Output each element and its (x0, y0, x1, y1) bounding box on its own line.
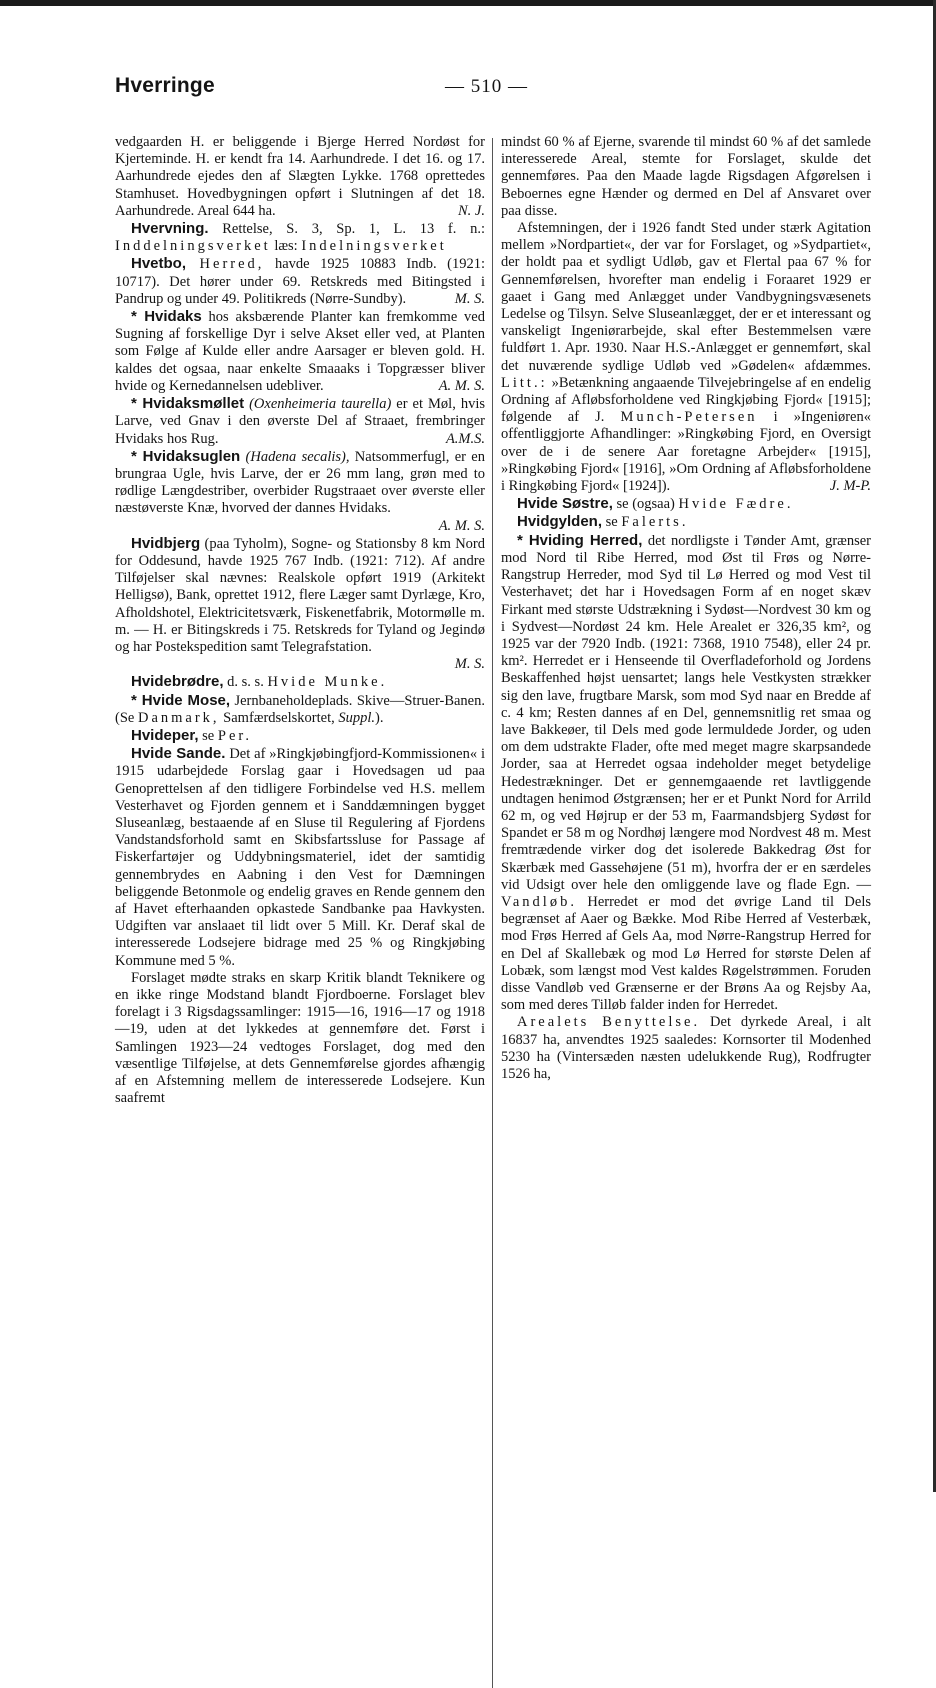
entry-hvidbjerg (115, 535, 485, 674)
headword: Hvidbjerg (131, 534, 201, 552)
entry-text: Natsommerfugl, er en brungraa Ugle, hvis Larve, der er 26 mm lang, grøn med to rødlige Længdestriber, overbider Rugstraaet over øverste eller næstøverste Knæ, hvorved der dannes Hvidaks. (115, 448, 485, 517)
entry-text: (paa Tyholm), Sogne- og Stationsby 8 km Nord for Oddesund, havde 1925 767 Indb. (1921: 712). Af andre Tilføjelser skal nævnes: Realskole opført 1919 (Arkitekt Helligsø), Bank, oprettet 1912, flere Læger samt Dyrlæge, Kro, Afholdshotel, Elektricitetsværk, Fiskenetfabrik, Motormølle m. m. — H. er Bitingskreds i 75. Retskreds for Tyland og Jegindø og har Postekspedition samt Telegrafstation. (115, 535, 485, 655)
entry-text: se (ogsaa) (612, 496, 679, 513)
entry-text: vedgaarden H. er beliggende i Bjerge Herred Nordøst for Kjerteminde. H. er kendt fra 14. Aarhundrede. I det 16. og 17. Aarhundrede ejedes den af Slægten Lykke. 1768 oprettedes Stamhuset. Hovedbygningen opført i Slutningen af det 18. Aarhundrede. Areal 644 ha. (115, 134, 485, 219)
entry-text: se (198, 727, 218, 744)
spaced-term: Munch-Petersen (620, 409, 758, 426)
entry-hvidaks (115, 308, 485, 395)
author-signature: M. S. (454, 290, 485, 307)
author-signature: A. M. S. (438, 517, 485, 534)
column-divider (492, 138, 493, 1688)
headword: Hvidebrødre, (131, 673, 224, 691)
spaced-term: Herred, (186, 256, 265, 273)
entry-text: se (602, 514, 622, 531)
author-signature: J. M-P. (829, 478, 871, 495)
headword: Hvidgylden, (517, 513, 603, 531)
entry-text: læs: (270, 238, 302, 255)
entry-hvidaksuglen (115, 448, 485, 535)
entry-hvide-sostre (501, 495, 871, 513)
headword: Hvide Sande. (131, 745, 226, 763)
headword: * Hvidaksuglen (131, 447, 241, 465)
entry-hvidebrodre (115, 673, 485, 691)
spaced-term: Arealets Benyttelse. (517, 1014, 701, 1031)
entry-text: Det af »Ringkjøbingfjord-Kommissionen« i 1915 udarbejdede Forslag gaar i Hovedsagen ud paa Genoprettelsen af den tidligere Forbindelse ved H.S. mellem Vesterhavet og Fjorden gennem et i Sanddæmningen bygget Sluseanlæg, bestaaende af en Sluse til Regulering af Fjordens Vandstandsforhold samt en Skibsfartssluse for Passage af Fiskerfartøjer og Uddybningsmateriel, idet der samtidig gennembrydes en Aabning i den Vest for Dæmningen beliggende Betonmole og endelig graves en Rende gennem den af Havet efterhaanden opkastede Sandbanke paa Havkysten. Udgiften var anslaaet til lidt over 5 Mill. Kr. Deraf skal de interesserede Lodsejere bidrage med 25 % og Ringkjøbing Kommune med 5 %. (115, 746, 485, 969)
entry-text: Herredet er mod det øvrige Land til Dels begrænset af Aaer og Bække. Mod Ribe Herred af Vesterbæk, mod Frøs Herred af Gels Aa, mod Nørre-Rangstrup Herred for en Del af Skallebæk og mod Lø Herred for største Delen af Lobæk, som længst mod Vest kaldes Røgelstrømmen. Foruden disse Vandløb ved Grænserne er der Brøns Aa og Rejsby Aa, som med deres Tilløb falder inden for Herredet. (501, 893, 871, 1014)
entry-text: »Betænkning angaaende Tilvejebringelse af en endelig Ordning af Afløbsforholdene ved Ringkjøbing Fjord« [1915]; følgende af J. (501, 374, 871, 426)
headword: Hvetbo, (131, 255, 187, 273)
author-signature: N. J. (458, 202, 485, 219)
entry-text: Rettelse, S. 3, Sp. 1, L. 13 f. n.: (208, 221, 485, 238)
headword: * Hvide Mose, (131, 691, 231, 709)
entry-hvideper (115, 727, 485, 745)
headword: * Hvidaksmøllet (131, 395, 245, 413)
spaced-term: Hvide Fædre. (678, 496, 794, 513)
spaced-term: Inddelningsverket (115, 238, 271, 255)
entry-text: ). (375, 709, 384, 726)
left-column (115, 134, 485, 1107)
headword: Hvide Søstre, (517, 495, 613, 513)
entry-hvetbo (115, 255, 485, 308)
entry-hvide-sande-cont (501, 134, 871, 220)
author-signature: M. S. (454, 656, 485, 673)
entry-text: mindst 60 % af Ejerne, svarende til mindst 60 % af det samlede interesserede Areal, stemte for Forslaget, skulde det gennemføres. Paa den Maade lagde Rigsdagen Afgørelsen i Beboernes egne Hænder og dermed en Del af Ansvaret over paa disse. (501, 134, 871, 219)
author-signature: A.M.S. (445, 430, 485, 447)
entry-text: d. s. s. (223, 674, 268, 691)
latin-name: (Oxenheimeria taurella) (244, 396, 392, 413)
spaced-term: Litt.: (501, 374, 548, 391)
entry-hvidgylden (501, 513, 871, 531)
headword: * Hvidaks (131, 308, 202, 326)
entry-hvide-sande (115, 745, 485, 970)
entry-text: Forslaget mødte straks en skarp Kritik blandt Teknikere og en ikke ringe Modstand blandt Fjordboerne. Forslaget blev forelagt i 3 Rigsdagssamlinger: 1915—16, 1916—17 og 1918—19, uden at det lykkedes at gennemføre det. Først i Samlingen 1923—24 vedtoges Forslaget, dog med den væsentlige Tilføjelse, at dets Gennemførelse gjordes afhængig af en Afstemning mellem de interesserede Lodsejere. Kun saafremt (115, 969, 485, 1107)
entry-hvervning (115, 220, 485, 255)
running-head: Hverringe (115, 74, 215, 97)
entry-text: i »Ingeniøren« offentliggjorte Afhandlinger: »Ringkøbing Fjord, en Oversigt over de i de senere Aar foretagne Arbejder« [1915], »Ringkøbing Fjord« [1916], »Om Ordning af Afløbsforholdene i Ringkøbing Fjord« [1924]). (501, 409, 871, 495)
spaced-term: Danmark, (137, 709, 220, 726)
latin-name: (Hadena secalis), (240, 448, 350, 465)
entry-hvide-sande-p3 (501, 220, 871, 495)
entry-text: er et Møl, hvis Larve, ved Gnav i den øverste Del af Straaet, frembringer Hvidaks hos Rug. (115, 396, 485, 447)
headword: Hvideper, (131, 726, 199, 744)
spaced-term: Falerts. (621, 514, 689, 531)
right-column (501, 134, 871, 1083)
page-number: — 510 — (445, 76, 528, 97)
entry-hverringe-cont (115, 134, 485, 220)
italic-term: Suppl. (338, 709, 376, 726)
entry-text: Samfærdselskortet, (219, 709, 339, 726)
entry-text: Jernbaneholdeplads. Skive—Struer-Banen. (Se (115, 692, 485, 726)
entry-text: havde 1925 10883 Indb. (1921: 10717). Det hører under 69. Retskreds med Bitingsted i Pandrup og under 49. Politikreds (Nørre-Sundby). (115, 256, 485, 307)
entry-hvide-sande-p2 (115, 970, 485, 1108)
author-signature: A. M. S. (438, 377, 485, 394)
entry-text: hos aksbærende Planter kan fremkomme ved Sugning af forskellige Dyr i selve Akset eller ved, at Planten som Følge af Kulde eller andre Aarsager er bleven gold. H. kaldes det ogsaa, naar enkelte Smaaaks i Topgræsser bliver hvide og Kernedannelsen udebliver. (115, 309, 485, 394)
entry-hviding-herred (501, 532, 871, 1015)
entry-text: Afstemningen, der i 1926 fandt Sted under stærk Agitation mellem »Nordpartiet«, der var for Forslaget, og »Sydpartiet«, der holdt paa et sydligt Udløb, gav et Flertal paa 67 % for Gennemførelsen, hvorefter man endelig i Foraaret 1929 er gaaet i Gang med Anlægget under Vandbygningsvæsenets Ledelse og Tilsyn. Selve Sluseanlægget, der er et interessant og vanskeligt Ingeniørarbejde, skal efter Bestemmelsen være fuldført 1. Apr. 1930. Naar H.S.-Anlægget er gennemført, skal det nuværende sydlige Udløb ved »Gødelen« afdæmmes. (501, 220, 871, 374)
entry-hvide-mose (115, 692, 485, 727)
headword: * Hviding Herred, (517, 531, 643, 549)
spaced-term: Indelningsverket (301, 238, 447, 255)
entry-hvidaksmoellet (115, 395, 485, 448)
entry-text: det nordligste i Tønder Amt, grænser mod Nord til Ribe Herred, mod Øst til Frøs og Nørre-Rangstrup Herreder, mod Syd til Lø Herred og mod Vest til Vesterhavet; det har i Hovedsagen Form af en noget skæv Firkant med største Udstrækning i Sydøst—Nordvest 30 km og i Sydvest—Nordøst 24 km. Hele Arealet er 326,35 km², og 1925 var der 7920 Indb. (1921: 7368, 1910 7548), eller 24 pr. km². Herredet er i Henseende til Overfladeforhold og Jordens Beskaffenhed højst uensartet; langs hele Vestkysten strækker sig den lave, frugtbare Marsk, som mod Syd naar en Bredde af c. 4 km; Resten dannes af en Del, gennemsnitlig ret smaa og lave Bakkeøer, til Dels med gode lermuldede Jorder, og uden om dem udstrakte Flader, ofte med meget magre skarpsandede Jorder, saa at Herredet ogsaa indeholder meget betydelige Hedestrækninger. Det er gennemgaaende ret lavtliggende undtagen henimod Østgrænsen; her er et Punkt Nord for Arrild 62 m, og ved Højrup er der 53 m, Faarmandsbjerg Sydøst for Spandet er 58 m og Nordhøj længere mod Nordvest 48 m. Mest fremtrædende virker dog det isolerede Bakkedrag Øst for Skærbæk med Gassehøjene (51 m), hvorfra der er en særdeles vid Udsigt over hele den omliggende lave og flade Egn. — (501, 532, 871, 893)
page-header (115, 74, 885, 108)
spaced-term: Per. (217, 727, 253, 744)
entry-text: Det dyrkede Areal, i alt 16837 ha, anvendtes 1925 saaledes: Kornsorter til Modenhed 5230 ha (Vintersæden næsten udelukkende Rug), Rodfrugter 1526 ha, (501, 1014, 872, 1082)
spaced-term: Vandløb. (501, 893, 577, 910)
headword: Hvervning. (131, 220, 209, 238)
spaced-term: Hvide Munke. (267, 674, 388, 691)
top-edge-bar (0, 0, 936, 6)
entry-arealets-benyttelse (501, 1014, 871, 1083)
